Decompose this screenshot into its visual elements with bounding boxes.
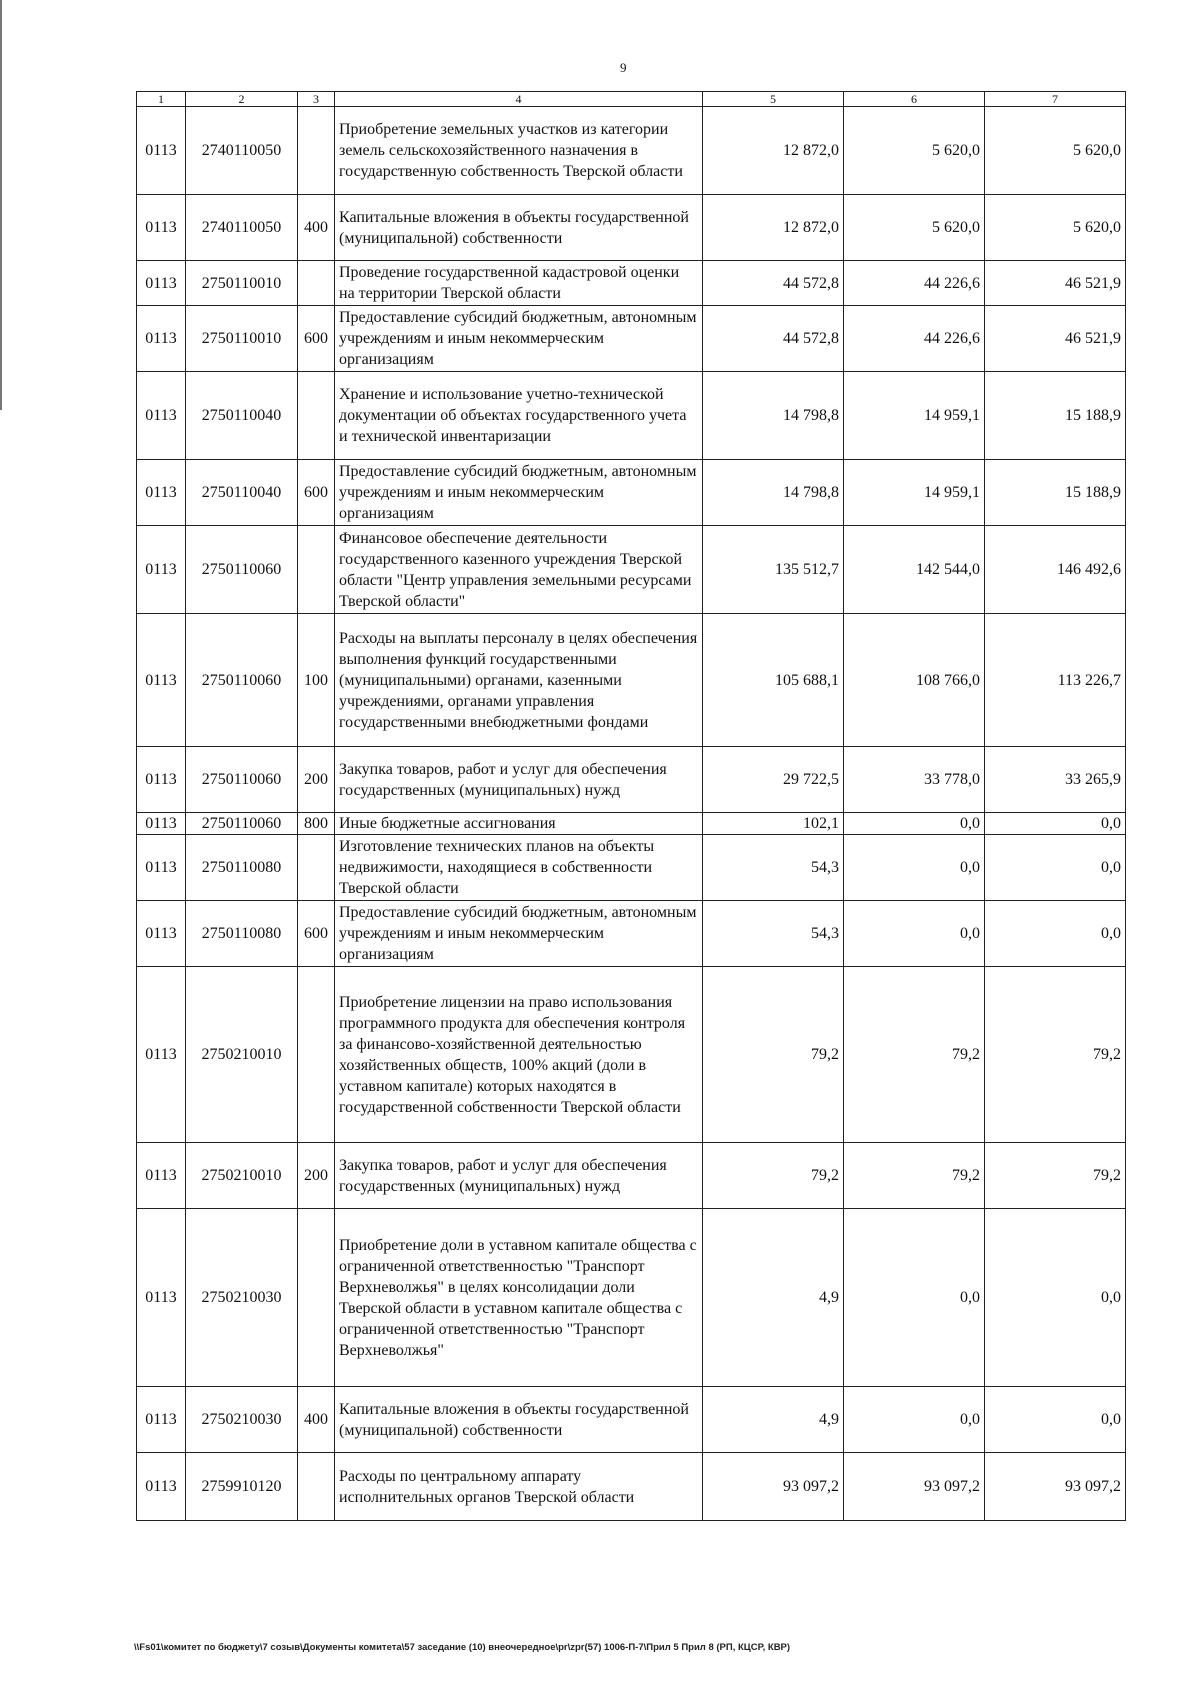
section-code-cell: 0113: [137, 1387, 186, 1453]
expense-type-cell: [298, 107, 335, 195]
amount-col7-cell: 0,0: [985, 1387, 1126, 1453]
table-row: [137, 901, 1126, 967]
section-code-cell: 0113: [137, 107, 186, 195]
amount-col6-cell: 0,0: [844, 835, 985, 901]
amount-col6-cell: 14 959,1: [844, 460, 985, 526]
section-code-cell: 0113: [137, 195, 186, 261]
amount-col6-cell: 5 620,0: [844, 107, 985, 195]
col-header-7: 7: [985, 92, 1126, 107]
amount-col7-cell: 15 188,9: [985, 460, 1126, 526]
col-header-4: 4: [335, 92, 703, 107]
description-cell: Приобретение лицензии на право использования программного продукта для обеспечения контроля за финансово-хозяйственной деятельностью хозяйственных обществ, 100% акций (доли в уставном капитале) которых находятся в государственной собственности Тверской области: [335, 967, 703, 1143]
table-row: [137, 967, 1126, 1143]
table-row: [137, 835, 1126, 901]
description-cell: Приобретение земельных участков из категории земель сельскохозяйственного назначения в государственную собственность Тверской области: [335, 107, 703, 195]
target-article-cell: 2750110010: [186, 306, 298, 372]
target-article-cell: 2750110080: [186, 901, 298, 967]
section-code-cell: 0113: [137, 747, 186, 813]
expense-type-cell: 200: [298, 747, 335, 813]
expense-type-cell: [298, 372, 335, 460]
amount-col5-cell: 14 798,8: [703, 372, 844, 460]
budget-table: [136, 91, 1126, 1521]
table-row: [137, 372, 1126, 460]
expense-type-cell: 400: [298, 195, 335, 261]
expense-type-cell: 100: [298, 614, 335, 747]
page-number: 9: [620, 60, 627, 75]
amount-col5-cell: 4,9: [703, 1387, 844, 1453]
amount-col7-cell: 5 620,0: [985, 195, 1126, 261]
description-cell: Капитальные вложения в объекты государственной (муниципальной) собственности: [335, 195, 703, 261]
amount-col7-cell: 79,2: [985, 967, 1126, 1143]
section-code-cell: 0113: [137, 1143, 186, 1209]
expense-type-cell: 600: [298, 460, 335, 526]
amount-col6-cell: 44 226,6: [844, 261, 985, 306]
amount-col5-cell: 29 722,5: [703, 747, 844, 813]
table-row: [137, 107, 1126, 195]
section-code-cell: 0113: [137, 526, 186, 614]
amount-col7-cell: 146 492,6: [985, 526, 1126, 614]
amount-col6-cell: 79,2: [844, 1143, 985, 1209]
col-header-3: 3: [298, 92, 335, 107]
amount-col6-cell: 0,0: [844, 1387, 985, 1453]
amount-col6-cell: 0,0: [844, 901, 985, 967]
amount-col7-cell: 46 521,9: [985, 306, 1126, 372]
col-header-1: 1: [137, 92, 186, 107]
amount-col5-cell: 12 872,0: [703, 195, 844, 261]
amount-col5-cell: 79,2: [703, 1143, 844, 1209]
target-article-cell: 2750110060: [186, 813, 298, 835]
amount-col7-cell: 5 620,0: [985, 107, 1126, 195]
section-code-cell: 0113: [137, 306, 186, 372]
target-article-cell: 2750210010: [186, 967, 298, 1143]
section-code-cell: 0113: [137, 835, 186, 901]
amount-col7-cell: 79,2: [985, 1143, 1126, 1209]
amount-col6-cell: 14 959,1: [844, 372, 985, 460]
amount-col6-cell: 44 226,6: [844, 306, 985, 372]
description-cell: Предоставление субсидий бюджетным, автономным учреждениям и иным некоммерческим организациям: [335, 460, 703, 526]
table-row: [137, 460, 1126, 526]
column-number-row: [137, 92, 1126, 107]
section-code-cell: 0113: [137, 901, 186, 967]
description-cell: Капитальные вложения в объекты государственной (муниципальной) собственности: [335, 1387, 703, 1453]
amount-col5-cell: 54,3: [703, 835, 844, 901]
table-row: [137, 261, 1126, 306]
section-code-cell: 0113: [137, 261, 186, 306]
col-header-2: 2: [186, 92, 298, 107]
expense-type-cell: 400: [298, 1387, 335, 1453]
description-cell: Хранение и использование учетно-технической документации об объектах государственного учета и технической инвентаризации: [335, 372, 703, 460]
amount-col7-cell: 0,0: [985, 1209, 1126, 1387]
target-article-cell: 2750210030: [186, 1387, 298, 1453]
amount-col6-cell: 0,0: [844, 813, 985, 835]
amount-col6-cell: 33 778,0: [844, 747, 985, 813]
description-cell: Предоставление субсидий бюджетным, автономным учреждениям и иным некоммерческим организациям: [335, 901, 703, 967]
amount-col6-cell: 142 544,0: [844, 526, 985, 614]
col-header-5: 5: [703, 92, 844, 107]
description-cell: Финансовое обеспечение деятельности государственного казенного учреждения Тверской области "Центр управления земельными ресурсами Тверской области": [335, 526, 703, 614]
target-article-cell: 2750110080: [186, 835, 298, 901]
expense-type-cell: [298, 261, 335, 306]
amount-col5-cell: 4,9: [703, 1209, 844, 1387]
col-header-6: 6: [844, 92, 985, 107]
amount-col7-cell: 33 265,9: [985, 747, 1126, 813]
target-article-cell: 2750110060: [186, 747, 298, 813]
amount-col5-cell: 54,3: [703, 901, 844, 967]
description-cell: Предоставление субсидий бюджетным, автономным учреждениям и иным некоммерческим организациям: [335, 306, 703, 372]
amount-col6-cell: 0,0: [844, 1209, 985, 1387]
amount-col7-cell: 0,0: [985, 835, 1126, 901]
table-row: [137, 1143, 1126, 1209]
amount-col6-cell: 93 097,2: [844, 1453, 985, 1521]
amount-col5-cell: 93 097,2: [703, 1453, 844, 1521]
table-row: [137, 1387, 1126, 1453]
expense-type-cell: [298, 835, 335, 901]
section-code-cell: 0113: [137, 1453, 186, 1521]
amount-col5-cell: 44 572,8: [703, 261, 844, 306]
expense-type-cell: 600: [298, 901, 335, 967]
amount-col6-cell: 79,2: [844, 967, 985, 1143]
target-article-cell: 2740110050: [186, 195, 298, 261]
amount-col5-cell: 44 572,8: [703, 306, 844, 372]
description-cell: Иные бюджетные ассигнования: [335, 813, 703, 835]
expense-type-cell: 800: [298, 813, 335, 835]
table-row: [137, 1209, 1126, 1387]
section-code-cell: 0113: [137, 372, 186, 460]
expense-type-cell: 200: [298, 1143, 335, 1209]
expense-type-cell: [298, 967, 335, 1143]
target-article-cell: 2759910120: [186, 1453, 298, 1521]
amount-col7-cell: 46 521,9: [985, 261, 1126, 306]
section-code-cell: 0113: [137, 813, 186, 835]
amount-col6-cell: 5 620,0: [844, 195, 985, 261]
file-path-footer: \\Fs01\комитет по бюджету\7 созыв\Документы комитета\57 заседание (10) внеочередное\pr\zpr(57) 1006-П-7\Прил 5 Прил 8 (РП, КЦСР, КВР): [134, 1642, 791, 1653]
section-code-cell: 0113: [137, 460, 186, 526]
amount-col6-cell: 108 766,0: [844, 614, 985, 747]
target-article-cell: 2750210010: [186, 1143, 298, 1209]
expense-type-cell: [298, 1209, 335, 1387]
description-cell: Закупка товаров, работ и услуг для обеспечения государственных (муниципальных) нужд: [335, 1143, 703, 1209]
expense-type-cell: [298, 526, 335, 614]
table-row: [137, 195, 1126, 261]
description-cell: Расходы на выплаты персоналу в целях обеспечения выполнения функций государственными (муниципальными) органами, казенными учреждениями, органами управления государственными внебюджетными фондами: [335, 614, 703, 747]
amount-col5-cell: 135 512,7: [703, 526, 844, 614]
table-row: [137, 1453, 1126, 1521]
section-code-cell: 0113: [137, 1209, 186, 1387]
section-code-cell: 0113: [137, 967, 186, 1143]
amount-col7-cell: 113 226,7: [985, 614, 1126, 747]
target-article-cell: 2750110060: [186, 526, 298, 614]
target-article-cell: 2750110060: [186, 614, 298, 747]
description-cell: Приобретение доли в уставном капитале общества с ограниченной ответственностью "Транспорт Верхневолжья" в целях консолидации доли Тверской области в уставном капитале общества с ограниченной ответственностью "Транспорт Верхневолжья": [335, 1209, 703, 1387]
description-cell: Закупка товаров, работ и услуг для обеспечения государственных (муниципальных) нужд: [335, 747, 703, 813]
table-row: [137, 306, 1126, 372]
target-article-cell: 2750210030: [186, 1209, 298, 1387]
amount-col7-cell: 15 188,9: [985, 372, 1126, 460]
section-code-cell: 0113: [137, 614, 186, 747]
expense-type-cell: [298, 1453, 335, 1521]
target-article-cell: 2740110050: [186, 107, 298, 195]
amount-col5-cell: 14 798,8: [703, 460, 844, 526]
description-cell: Проведение государственной кадастровой оценки на территории Тверской области: [335, 261, 703, 306]
amount-col5-cell: 12 872,0: [703, 107, 844, 195]
table-row: [137, 526, 1126, 614]
amount-col7-cell: 0,0: [985, 813, 1126, 835]
amount-col5-cell: 105 688,1: [703, 614, 844, 747]
table-row: [137, 813, 1126, 835]
amount-col5-cell: 79,2: [703, 967, 844, 1143]
description-cell: Расходы по центральному аппарату исполнительных органов Тверской области: [335, 1453, 703, 1521]
amount-col5-cell: 102,1: [703, 813, 844, 835]
target-article-cell: 2750110040: [186, 372, 298, 460]
target-article-cell: 2750110010: [186, 261, 298, 306]
expense-type-cell: 600: [298, 306, 335, 372]
amount-col7-cell: 0,0: [985, 901, 1126, 967]
scan-edge-mark: [0, 0, 2, 410]
amount-col7-cell: 93 097,2: [985, 1453, 1126, 1521]
description-cell: Изготовление технических планов на объекты недвижимости, находящиеся в собственности Тверской области: [335, 835, 703, 901]
table-row: [137, 747, 1126, 813]
target-article-cell: 2750110040: [186, 460, 298, 526]
table-row: [137, 614, 1126, 747]
